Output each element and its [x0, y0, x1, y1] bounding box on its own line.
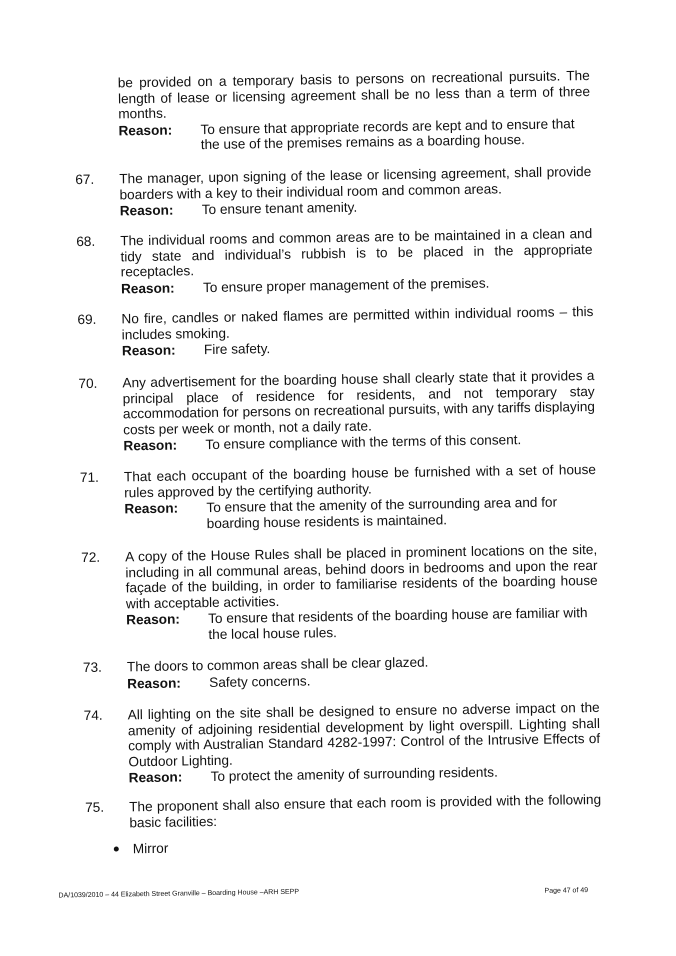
- reason-label: Reason:: [119, 202, 174, 219]
- condition-number: 68.: [76, 233, 96, 250]
- condition-74: [83, 699, 601, 786]
- condition-70: [78, 367, 596, 454]
- reason-text: To ensure compliance with the terms of this consent.: [205, 432, 522, 453]
- condition-75: [85, 791, 602, 830]
- reason-text: To ensure that appropriate records are kept and to ensure that the use of the premises remains as a boarding house.: [200, 115, 575, 153]
- reason-text: Fire safety.: [203, 341, 271, 358]
- condition-number: 71.: [79, 469, 99, 486]
- reason-text: To ensure that residents of the boarding house are familiar with the local house rules.: [208, 605, 588, 642]
- reason-row: [126, 605, 598, 643]
- reason-text: To ensure proper management of the premises.: [202, 275, 490, 295]
- condition-number: 69.: [77, 311, 97, 328]
- condition-text: The proponent shall also ensure that each room is provided with the following basic facilities:: [129, 791, 602, 830]
- reason-text: Safety concerns.: [209, 672, 311, 690]
- condition-text: The individual rooms and common areas are to be maintained in a clean and tidy state and individual’s rubbish is to be placed in the appropriate receptacles.: [120, 225, 593, 280]
- condition-number: 73.: [82, 659, 102, 676]
- reason-label: Reason:: [118, 122, 173, 138]
- condition-continued: [118, 68, 591, 154]
- reason-text: To ensure tenant amenity.: [201, 199, 358, 218]
- condition-text: Any advertisement for the boarding house shall clearly state that it provides a principal place of residence for residents, and not temporary stay accommodation for persons on recreational pursuits, with any tariffs displaying costs per week or month, not a daily rate.: [122, 367, 596, 437]
- condition-number: 75.: [85, 799, 105, 816]
- condition-number: 74.: [83, 707, 103, 724]
- reason-label: Reason:: [121, 342, 176, 359]
- reason-label: Reason:: [127, 674, 181, 691]
- condition-text: All lighting on the site shall be designed to ensure no adverse impact on the amenity of adjoining residential development by light overspill. Lighting shall comply with Australian Standard 4282-1997: Control of the Intrusive Effects of Outdoor Lighting.: [127, 699, 601, 769]
- reason-text: To ensure that the amenity of the surrounding area and for boarding house residents is maintained.: [206, 494, 558, 531]
- condition-68: [76, 225, 593, 296]
- reason-label: Reason:: [123, 437, 178, 454]
- reason-text: To protect the amenity of surrounding residents.: [210, 764, 498, 785]
- footer-reference: DA/1039/2010 – 44 Elizabeth Street Granville – Boarding House –ARH SEPP: [58, 888, 300, 900]
- reason-label: Reason:: [124, 500, 179, 517]
- condition-text: be provided on a temporary basis to persons on recreational pursuits. The length of lease or licensing agreement shall be no less than a term of three months.: [117, 67, 591, 122]
- reason-label: Reason:: [126, 611, 180, 628]
- condition-69: [77, 303, 594, 359]
- condition-text: The manager, upon signing of the lease or licensing agreement, shall provide boarders with a key to their individual room and common areas.: [119, 163, 592, 202]
- reason-row: [124, 494, 596, 532]
- bullet-item: [114, 841, 169, 857]
- condition-text: A copy of the House Rules shall be placed in prominent locations on the site, including in all communal areas, behind doors in bedrooms and upon the rear façade of the building, in order to familiarise residents of the boarding house with acceptable activities.: [125, 541, 598, 611]
- condition-text: No fire, candles or naked flames are permitted within individual rooms – this includes smoking.: [121, 303, 594, 342]
- condition-number: 67.: [75, 171, 95, 188]
- reason-row: [118, 115, 590, 153]
- condition-73: [82, 652, 599, 691]
- page-number: Page 47 of 49: [544, 887, 589, 895]
- condition-text: That each occupant of the boarding house be furnished with a set of house rules approved by the certifying authority.: [123, 461, 597, 500]
- condition-67: [75, 163, 592, 219]
- condition-72: [81, 541, 598, 643]
- bullet-text: Mirror: [132, 840, 169, 857]
- condition-number: 70.: [78, 375, 98, 392]
- condition-number: 72.: [81, 549, 101, 566]
- condition-text: The doors to common areas shall be clear glazed.: [126, 654, 429, 675]
- reason-label: Reason:: [128, 769, 183, 786]
- reason-label: Reason:: [120, 280, 175, 296]
- bullet-icon: [114, 846, 119, 851]
- condition-71: [79, 461, 597, 532]
